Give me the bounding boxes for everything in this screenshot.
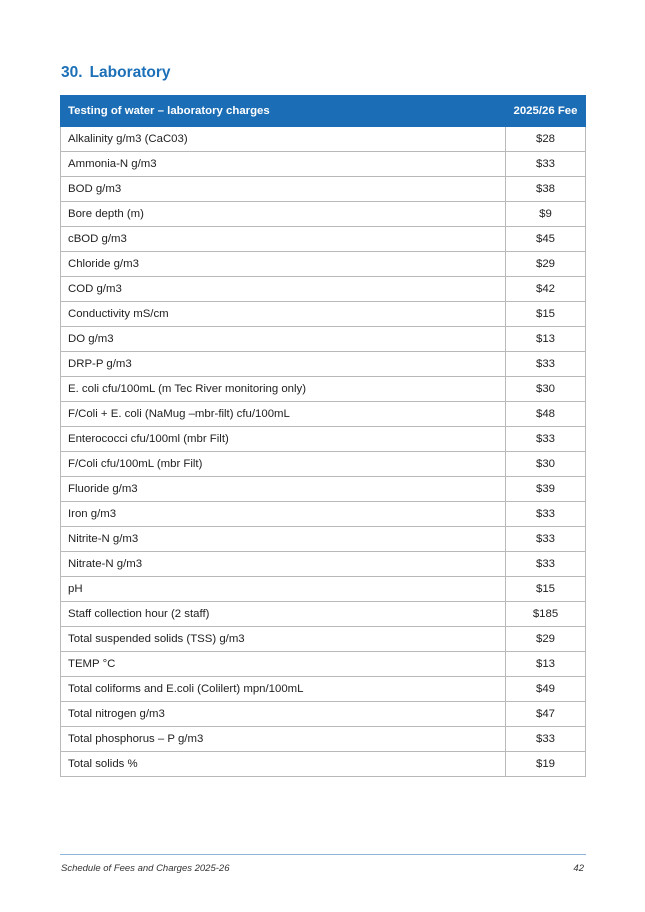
table-row [61,427,586,452]
table-row [61,352,586,377]
test-description-cell: TEMP °C [61,652,506,677]
test-description-cell: Bore depth (m) [61,202,506,227]
test-description-cell: cBOD g/m3 [61,227,506,252]
fee-cell: $29 [506,627,586,652]
table-row [61,252,586,277]
fee-cell: $33 [506,152,586,177]
table-row [61,152,586,177]
fee-cell: $9 [506,202,586,227]
test-description-cell: Alkalinity g/m3 (CaC03) [61,127,506,152]
table-row [61,327,586,352]
table-row [61,502,586,527]
description-column-header: Testing of water – laboratory charges [61,96,506,127]
table-row [61,202,586,227]
table-row [61,477,586,502]
test-description-cell: COD g/m3 [61,277,506,302]
test-description-cell: Total coliforms and E.coli (Colilert) mpn/100mL [61,677,506,702]
table-row [61,277,586,302]
test-description-cell: Enterococci cfu/100ml (mbr Filt) [61,427,506,452]
test-description-cell: F/Coli + E. coli (NaMug –mbr-filt) cfu/100mL [61,402,506,427]
table-row [61,227,586,252]
fee-cell: $33 [506,502,586,527]
table-row [61,652,586,677]
fee-cell: $15 [506,577,586,602]
section-title: Laboratory [89,64,171,81]
footer-document-title: Schedule of Fees and Charges 2025-26 [61,863,230,874]
fee-cell: $28 [506,127,586,152]
test-description-cell: F/Coli cfu/100mL (mbr Filt) [61,452,506,477]
table-row [61,702,586,727]
fee-cell: $13 [506,652,586,677]
test-description-cell: DO g/m3 [61,327,506,352]
fee-column-header: 2025/26 Fee [506,96,586,127]
fee-cell: $15 [506,302,586,327]
test-description-cell: BOD g/m3 [61,177,506,202]
test-description-cell: Total phosphorus – P g/m3 [61,727,506,752]
fee-cell: $49 [506,677,586,702]
table-row [61,452,586,477]
test-description-cell: pH [61,577,506,602]
test-description-cell: Iron g/m3 [61,502,506,527]
footer-page-number: 42 [573,863,584,874]
fees-table [60,95,586,777]
test-description-cell: Ammonia-N g/m3 [61,152,506,177]
test-description-cell: DRP-P g/m3 [61,352,506,377]
table-row [61,677,586,702]
test-description-cell: Fluoride g/m3 [61,477,506,502]
fee-cell: $47 [506,702,586,727]
fee-cell: $19 [506,752,586,777]
fee-cell: $33 [506,527,586,552]
section-number: 30. [61,64,83,81]
test-description-cell: Nitrate-N g/m3 [61,552,506,577]
table-header-row [61,96,586,127]
fee-cell: $38 [506,177,586,202]
fee-cell: $30 [506,377,586,402]
table-row [61,127,586,152]
fee-cell: $33 [506,552,586,577]
table-row [61,577,586,602]
table-row [61,302,586,327]
table-row [61,727,586,752]
fee-cell: $33 [506,427,586,452]
test-description-cell: Total suspended solids (TSS) g/m3 [61,627,506,652]
fee-cell: $13 [506,327,586,352]
fee-cell: $30 [506,452,586,477]
fee-cell: $33 [506,727,586,752]
test-description-cell: Staff collection hour (2 staff) [61,602,506,627]
table-row [61,627,586,652]
test-description-cell: E. coli cfu/100mL (m Tec River monitoring only) [61,377,506,402]
fee-cell: $39 [506,477,586,502]
fee-cell: $45 [506,227,586,252]
test-description-cell: Total solids % [61,752,506,777]
table-row [61,527,586,552]
section-heading [61,64,171,82]
fee-cell: $185 [506,602,586,627]
table-row [61,602,586,627]
footer-divider [60,854,586,855]
table-row [61,377,586,402]
test-description-cell: Conductivity mS/cm [61,302,506,327]
table-row [61,402,586,427]
fee-cell: $33 [506,352,586,377]
fee-cell: $29 [506,252,586,277]
table-body [61,127,586,777]
table-row [61,752,586,777]
test-description-cell: Chloride g/m3 [61,252,506,277]
fee-cell: $48 [506,402,586,427]
fee-cell: $42 [506,277,586,302]
table-row [61,177,586,202]
test-description-cell: Nitrite-N g/m3 [61,527,506,552]
table-row [61,552,586,577]
test-description-cell: Total nitrogen g/m3 [61,702,506,727]
